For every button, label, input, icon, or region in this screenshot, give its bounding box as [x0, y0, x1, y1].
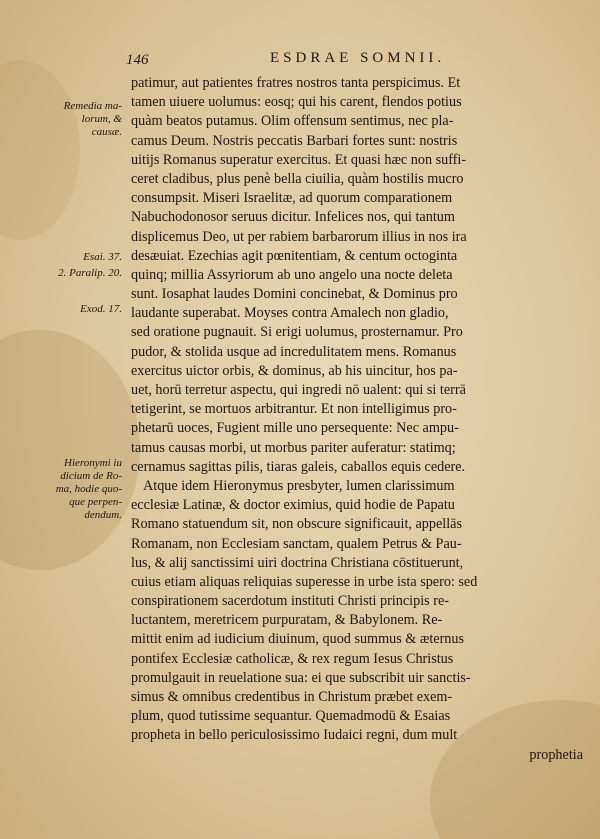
text-line: cuius etiam aliquas reliquias superesse in urbe ista spero: sed — [131, 573, 478, 590]
text-line: simus & omnibus credentibus in Christum præbet exem- — [131, 689, 453, 705]
text-line: mittit enim ad iudicium diuinum, quod summus & æternus — [131, 631, 465, 648]
text-line: prophetia — [529, 746, 583, 763]
text-line: luctantem, meretricem purpuratam, & Babylonem. Re- — [131, 612, 443, 629]
text-line: lus, & alij sanctissimi uiri doctrina Christiana cōstituerunt, — [131, 554, 464, 571]
page-number: 146 — [126, 52, 149, 68]
text-line: displicemus Deo, ut per rabiem barbarorum illius in nos ira — [131, 228, 467, 245]
text-line: propheta in bello periculosissimo Iudaici regni, dum mult — [131, 727, 458, 744]
margin-note-exod — [44, 303, 122, 316]
text-line: tetigerint, se mortuos arbitrantur. Et non intelligimus pro- — [131, 401, 457, 418]
text-line: plum, quod tutissime sequantur. Quemadmodū & Esaias — [131, 708, 451, 725]
margin-note-line: dendum. — [84, 509, 122, 521]
text-line: tamen uiuere uolumus: eosq; qui his carent, flendos potius — [131, 94, 462, 111]
text-line: pontifex Ecclesiæ catholicæ, & rex regum Iesus Christus — [131, 650, 454, 667]
running-head: ESDRAE SOMNII. — [270, 50, 446, 66]
margin-note-line: Exod. 17. — [80, 303, 122, 315]
margin-notes — [0, 0, 128, 839]
margin-note-line: Esai. 37. — [83, 251, 122, 263]
margin-note-line: que perpen- — [69, 496, 122, 508]
text-line: sunt. Iosaphat laudes Domini concinebat, & Dominus pro — [131, 286, 458, 303]
margin-note-line: ma, hodie quo- — [55, 483, 122, 495]
body-text — [131, 74, 593, 765]
text-line: quàm beatos putamus. Olim offensum sentimus, nec pla- — [131, 113, 454, 130]
text-line: quinq; millia Assyriorum ab uno angelo una nocte deleta — [131, 266, 453, 283]
text-line: camus Deum. Nostris peccatis Barbari fortes sunt: nostris — [131, 132, 458, 149]
margin-note-line: Remedia ma- — [63, 100, 122, 112]
text-line: Romanam, non Ecclesiam sanctam, qualem Petrus & Pau- — [131, 535, 462, 552]
text-line: ceret cladibus, plus penè bella ciuilia, quàm hostilis mucro — [131, 170, 464, 187]
text-line: ecclesiæ Latinæ, & doctor eximius, quid hodie de Papatu — [131, 497, 455, 514]
text-line: desæuiat. Ezechias agit pœnitentiam, & centum octoginta — [131, 247, 458, 264]
text-line: patimur, aut patientes fratres nostros tanta perspicimus. Et — [131, 75, 461, 91]
text-line: cernamus sagittas pilis, tiaras galeis, caballos equis cedere. — [131, 458, 466, 475]
text-line: laudante superabat. Moyses contra Amalech non gladio, — [131, 305, 449, 322]
text-line: Romano statuendum sit, non obscure significauit, appellās — [131, 516, 462, 533]
text-line: uet, horū terretur aspectu, qui ingredi nō ualent: qui si terrā — [131, 382, 466, 398]
text-line: Atque idem Hieronymus presbyter, lumen clarissimum — [143, 477, 455, 494]
text-line: sed oratione pugnauit. Si erigi uolumus, prosternamur. Pro — [131, 324, 463, 341]
text-line: phetarū uoces, Fugient mille uno persequente: Nec ampu- — [131, 420, 459, 437]
margin-note-line: Hieronymi iu — [64, 457, 122, 469]
text-line: conspirationem sacerdotum instituti Christi principis re- — [131, 593, 449, 610]
text-line: uitijs Romanus superatur exercitus. Et quasi hæc non suffi- — [131, 151, 467, 168]
text-line: exercitus uictor orbis, & dominus, ab his uincitur, hos pa- — [131, 362, 458, 379]
text-line: pudor, & stolida usque ad incredulitatem mens. Romanus — [131, 343, 457, 360]
margin-note-line: dicium de Ro- — [60, 470, 122, 482]
margin-note-hieronymi — [44, 457, 122, 522]
text-line: promulgauit in reuelatione sua: ei que subscribit uir sanctis- — [131, 669, 471, 686]
text-line: consumpsit. Miseri Israelitæ, ad quorum comparationem — [131, 190, 453, 207]
text-line: tamus causas morbi, ut morbus pariter auferatur: statimq; — [131, 439, 456, 456]
margin-note-line: causæ. — [91, 126, 122, 138]
margin-note-line: lorum, & — [81, 113, 122, 125]
page-header — [110, 50, 590, 72]
text-line: Nabuchodonosor seruus dicitur. Infelices nos, qui tantum — [131, 209, 455, 226]
margin-note-line: 2. Paralip. 20. — [58, 267, 122, 279]
margin-note-esai — [44, 251, 122, 264]
margin-note-remedia — [44, 100, 122, 139]
margin-note-paralip — [22, 267, 122, 280]
